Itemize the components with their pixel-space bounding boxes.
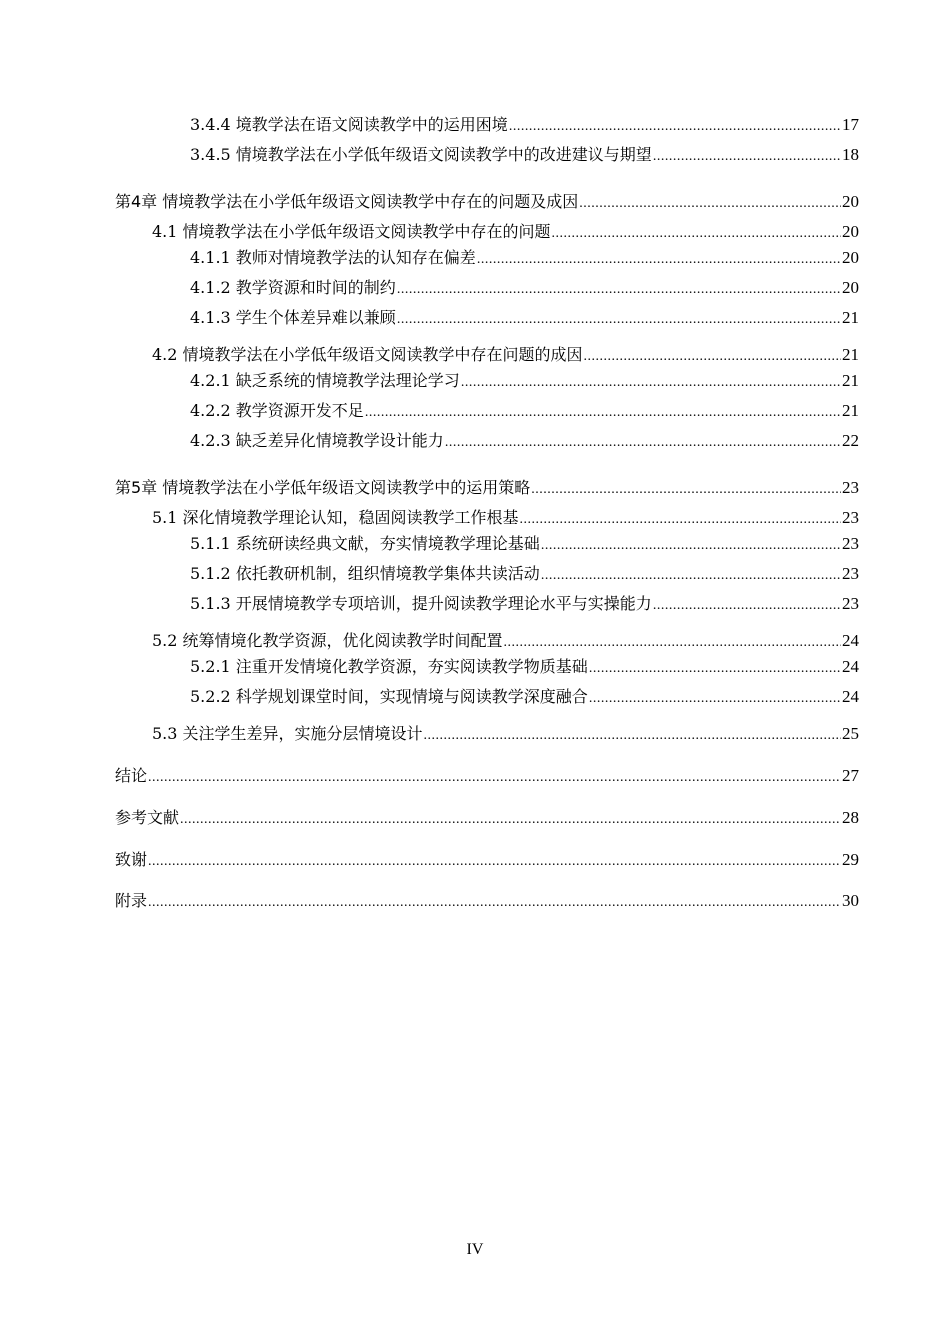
toc-entry[interactable] — [190, 306, 859, 330]
toc-entry-page: 22 — [842, 431, 859, 450]
toc-entry[interactable] — [190, 246, 859, 270]
toc-entry-page: 29 — [842, 850, 859, 869]
toc-entry-page: 23 — [842, 594, 859, 613]
toc-entry-title: 第5章 情境教学法在小学低年级语文阅读教学中的运用策略 — [115, 478, 531, 497]
toc-entry-title: 结论 — [115, 766, 148, 785]
toc-entry-page: 25 — [842, 724, 859, 743]
toc-leader-dots — [148, 889, 841, 915]
toc-entry-page: 24 — [842, 657, 859, 676]
toc-entry[interactable] — [190, 532, 859, 556]
toc-entry[interactable] — [115, 764, 859, 788]
toc-leader-dots — [397, 306, 841, 332]
toc-leader-dots — [520, 506, 841, 532]
toc-entry-page: 24 — [842, 631, 859, 650]
toc-entry-title: 4.2.1 缺乏系统的情境教学法理论学习 — [190, 371, 460, 390]
toc-entry[interactable] — [190, 429, 859, 453]
toc-leader-dots — [180, 806, 841, 832]
toc-leader-dots — [589, 655, 841, 681]
toc-entry-title: 3.4.5 情境教学法在小学低年级语文阅读教学中的改进建议与期望 — [190, 145, 652, 164]
toc-entry[interactable] — [190, 113, 859, 137]
toc-entry-page: 21 — [842, 401, 859, 420]
toc-entry-page: 20 — [842, 248, 859, 267]
toc-entry[interactable] — [190, 143, 859, 167]
toc-leader-dots — [541, 532, 841, 558]
toc-entry-page: 20 — [842, 192, 859, 211]
toc-entry-title: 附录 — [115, 891, 148, 910]
toc-entry-page: 21 — [842, 345, 859, 364]
toc-entry-title: 5.1 深化情境教学理论认知，稳固阅读教学工作根基 — [152, 508, 519, 527]
toc-entry[interactable] — [115, 848, 859, 872]
toc-entry-page: 23 — [842, 534, 859, 553]
toc-entry-title: 第4章 情境教学法在小学低年级语文阅读教学中存在的问题及成因 — [115, 192, 579, 211]
toc-leader-dots — [424, 722, 841, 748]
toc-entry-title: 4.1 情境教学法在小学低年级语文阅读教学中存在的问题 — [152, 222, 551, 241]
toc-entry[interactable] — [152, 629, 859, 653]
toc-entry-page: 28 — [842, 808, 859, 827]
toc-entry-title: 4.1.2 教学资源和时间的制约 — [190, 278, 396, 297]
toc-entry[interactable] — [190, 562, 859, 586]
toc-entry[interactable] — [190, 655, 859, 679]
toc-entry[interactable] — [190, 276, 859, 300]
toc-leader-dots — [509, 113, 841, 139]
toc-entry-page: 30 — [842, 891, 859, 910]
toc-entry-title: 5.3 关注学生差异，实施分层情境设计 — [152, 724, 423, 743]
toc-entry-title: 致谢 — [115, 850, 148, 869]
toc-leader-dots — [504, 629, 841, 655]
toc-entry-page: 23 — [842, 508, 859, 527]
toc-entry[interactable] — [152, 506, 859, 530]
toc-leader-dots — [531, 476, 841, 502]
toc-leader-dots — [584, 343, 841, 369]
toc-leader-dots — [148, 848, 841, 874]
toc-entry-page: 23 — [842, 478, 859, 497]
toc-leader-dots — [579, 190, 841, 216]
toc-entry-page: 18 — [842, 145, 859, 164]
toc-leader-dots — [589, 685, 841, 711]
toc-entry-title: 4.1.1 教师对情境教学法的认知存在偏差 — [190, 248, 476, 267]
toc-leader-dots — [461, 369, 841, 395]
toc-entry-page: 21 — [842, 308, 859, 327]
toc-entry[interactable] — [152, 343, 859, 367]
toc-leader-dots — [365, 399, 841, 425]
toc-entry[interactable] — [190, 685, 859, 709]
toc-entry-title: 4.2.3 缺乏差异化情境教学设计能力 — [190, 431, 444, 450]
toc-entry-page: 24 — [842, 687, 859, 706]
toc-entry-title: 4.1.3 学生个体差异难以兼顾 — [190, 308, 396, 327]
toc-leader-dots — [148, 764, 841, 790]
toc-leader-dots — [653, 143, 841, 169]
toc-entry[interactable] — [152, 722, 859, 746]
toc-entry-title: 5.1.1 系统研读经典文献，夯实情境教学理论基础 — [190, 534, 540, 553]
toc-entry[interactable] — [115, 806, 859, 830]
toc-entry-title: 5.2 统筹情境化教学资源，优化阅读教学时间配置 — [152, 631, 503, 650]
toc-leader-dots — [541, 562, 841, 588]
toc-entry-page: 23 — [842, 564, 859, 583]
toc-entry-title: 4.2.2 教学资源开发不足 — [190, 401, 364, 420]
toc-entry-page: 17 — [842, 115, 859, 134]
toc-leader-dots — [445, 429, 841, 455]
toc-entry[interactable] — [152, 220, 859, 244]
page-number: IV — [466, 1241, 484, 1258]
toc-entry-page: 21 — [842, 371, 859, 390]
toc-leader-dots — [477, 246, 841, 272]
toc-entry[interactable] — [190, 399, 859, 423]
toc-leader-dots — [552, 220, 841, 246]
toc-entry-title: 5.1.3 开展情境教学专项培训，提升阅读教学理论水平与实操能力 — [190, 594, 652, 613]
toc-entry-page: 20 — [842, 222, 859, 241]
toc-entry[interactable] — [115, 476, 859, 500]
toc-entry-title: 5.2.1 注重开发情境化教学资源，夯实阅读教学物质基础 — [190, 657, 588, 676]
toc-entry-title: 5.2.2 科学规划课堂时间，实现情境与阅读教学深度融合 — [190, 687, 588, 706]
toc-leader-dots — [653, 592, 841, 618]
toc-entry[interactable] — [190, 369, 859, 393]
toc-entry-title: 4.2 情境教学法在小学低年级语文阅读教学中存在问题的成因 — [152, 345, 583, 364]
toc-leader-dots — [397, 276, 841, 302]
toc-entry-title: 3.4.4 境教学法在语文阅读教学中的运用困境 — [190, 115, 508, 134]
toc-entry-title: 5.1.2 依托教研机制，组织情境教学集体共读活动 — [190, 564, 540, 583]
toc-entry-page: 27 — [842, 766, 859, 785]
toc-entry[interactable] — [190, 592, 859, 616]
toc-entry-page: 20 — [842, 278, 859, 297]
toc-entry[interactable] — [115, 190, 859, 214]
toc-entry[interactable] — [115, 889, 859, 913]
toc-entry-title: 参考文献 — [115, 808, 180, 827]
